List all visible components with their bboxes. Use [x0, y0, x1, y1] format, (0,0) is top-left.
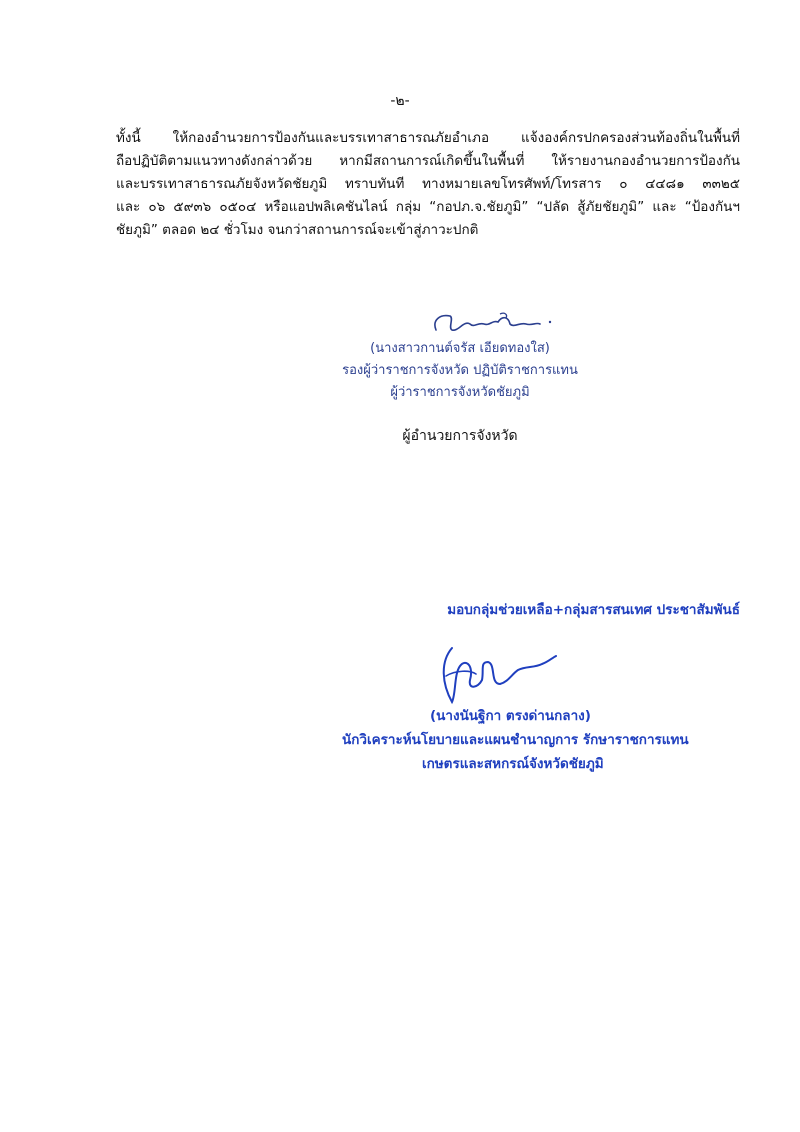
page-number: -๒-	[390, 93, 410, 109]
governor-position-line-2: ผู้ว่าราชการจังหวัดชัยภูมิ	[390, 385, 530, 400]
body-line-3: และบรรเทาสาธารณภัยจังหวัดชัยภูมิ ทราบทันที ทางหมายเลขโทรศัพท์/โทรสาร ๐ ๔๔๘๑ ๓๓๒๕	[116, 176, 740, 192]
officer-position-line-1: นักวิเคราะห์นโยบายและแผนชำนาญการ รักษาราชการแทน	[342, 732, 689, 748]
governor-name: (นางสาวกานต์จรัส เอียดทองใส)	[370, 341, 550, 356]
officer-signature-block	[300, 704, 720, 776]
body-line-5: ชัยภูมิ” ตลอด ๒๔ ชั่วโมง จนกว่าสถานการณ์จะเข้าสู่ภาวะปกติ	[116, 222, 479, 238]
officer-position-line-2: เกษตรและสหกรณ์จังหวัดชัยภูมิ	[422, 756, 604, 772]
body-paragraph	[116, 127, 740, 242]
governor-signature-icon	[340, 306, 580, 338]
officer-name: (นางนันฐิกา ตรงด่านกลาง)	[430, 708, 591, 724]
body-line-2: ถือปฏิบัติตามแนวทางดังกล่าวด้วย หากมีสถานการณ์เกิดขึ้นในพื้นที่ ให้รายงานกองอำนวยการป้องกัน	[116, 153, 740, 169]
governor-position-line-1: รองผู้ว่าราชการจังหวัด ปฏิบัติราชการแทน	[342, 363, 578, 378]
body-line-4: และ ๐๖ ๕๙๓๖ ๐๕๐๔ หรือแอปพลิเคชันไลน์ กลุ่ม “กอปภ.จ.ชัยภูมิ” “ปลัด สู้ภัยชัยภูมิ” และ “ป้องกันฯ	[116, 199, 740, 215]
body-line-1: ทั้งนี้ ให้กองอำนวยการป้องกันและบรรเทาสาธารณภัยอำเภอ แจ้งองค์กรปกครองส่วนท้องถิ่นในพื้นที่	[116, 130, 740, 146]
officer-signature-icon	[430, 640, 580, 708]
assignment-note: มอบกลุ่มช่วยเหลือ+กลุ่มสารสนเทศ ประชาสัมพันธ์	[447, 602, 740, 618]
governor-signature-block	[300, 338, 620, 404]
director-title: ผู้อำนวยการจังหวัด	[402, 428, 518, 444]
